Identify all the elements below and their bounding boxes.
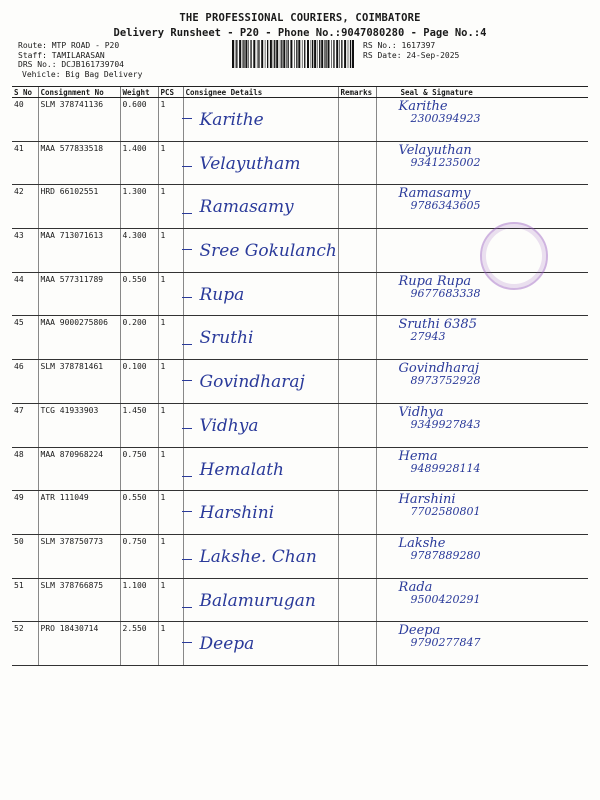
row-sno: 47 [12, 403, 38, 447]
consignee-handwritten-name: Govindharaj [199, 372, 305, 393]
row-sno: 49 [12, 491, 38, 535]
consignee-handwritten-name: Vidhya [199, 415, 259, 436]
row-sno: 44 [12, 272, 38, 316]
signature-handwritten: Hema [398, 448, 438, 464]
row-pcs: 1 [158, 622, 183, 666]
row-weight: 0.750 [120, 447, 158, 491]
pen-dash [182, 297, 192, 298]
consignee-handwritten-name: Rupa [199, 284, 245, 305]
row-weight: 0.750 [120, 534, 158, 578]
row-pcs: 1 [158, 141, 183, 185]
row-pcs: 1 [158, 229, 183, 273]
barcode-image [232, 40, 354, 68]
row-pcs: 1 [158, 272, 183, 316]
row-pcs: 1 [158, 578, 183, 622]
row-signature [376, 403, 588, 447]
signature-phone-number: 2300394923 [410, 112, 481, 125]
row-signature [376, 185, 588, 229]
pen-dash [182, 642, 192, 643]
row-sno: 50 [12, 534, 38, 578]
signature-phone-number: 7702580801 [410, 505, 481, 519]
signature-phone-number: 9786343605 [410, 199, 481, 213]
signature-handwritten: Sruthi 6385 [398, 317, 477, 333]
consignee-handwritten-name: Sree Gokulanch [199, 241, 337, 262]
signature-handwritten: Rada [398, 579, 433, 595]
col-header-weight: Weight [120, 87, 158, 98]
col-header-remarks: Remarks [338, 87, 376, 98]
pen-dash [182, 476, 192, 477]
row-pcs: 1 [158, 447, 183, 491]
row-consignee [183, 98, 338, 142]
row-consignee [183, 360, 338, 404]
row-consignee [183, 534, 338, 578]
pen-dash [182, 607, 192, 608]
rs-number: RS No.: 1617397 [363, 41, 436, 50]
vehicle-line: Vehicle: Big Bag Delivery [22, 69, 143, 79]
signature-handwritten: Lakshe [398, 535, 446, 551]
row-pcs: 1 [158, 491, 183, 535]
staff-line: Staff: TAMILARASAN [18, 50, 105, 60]
consignee-handwritten-name: Ramasamy [199, 197, 294, 218]
row-weight: 0.100 [120, 360, 158, 404]
table-row [12, 360, 588, 404]
table-header-row [12, 87, 588, 98]
pen-dash [182, 380, 192, 381]
row-signature [376, 447, 588, 491]
row-consignee [183, 185, 338, 229]
row-consignment-no: ATR 111049 [38, 491, 120, 535]
rs-date: RS Date: 24-Sep-2025 [363, 50, 460, 60]
row-pcs: 1 [158, 316, 183, 360]
signature-phone-number: 9349927843 [410, 417, 481, 431]
row-consignment-no: MAA 577833518 [38, 141, 120, 185]
pen-dash [182, 118, 192, 119]
table-row [12, 185, 588, 229]
row-weight: 1.300 [120, 185, 158, 229]
table-row [12, 141, 588, 185]
col-header-consignment: Consignment No [38, 87, 120, 98]
row-signature [376, 360, 588, 404]
signature-phone-number: 9489928114 [410, 461, 481, 475]
table-row [12, 98, 588, 142]
signature-phone-number: 9677683338 [410, 286, 481, 300]
table-row [12, 316, 588, 360]
row-pcs: 1 [158, 403, 183, 447]
row-consignment-no: SLM 378766875 [38, 578, 120, 622]
signature-handwritten: Vidhya [398, 404, 444, 420]
row-signature [376, 534, 588, 578]
drs-line: DRS No.: DCJB161739704 [18, 60, 124, 69]
pen-dash [182, 166, 192, 167]
route-line: Route: MTP ROAD - P20 [18, 41, 120, 50]
runsheet-table [12, 86, 588, 666]
table-row [12, 622, 588, 666]
table-row [12, 578, 588, 622]
row-consignee [183, 403, 338, 447]
pen-dash [182, 213, 192, 214]
pen-dash [182, 511, 192, 512]
runsheet-subtitle: Delivery Runsheet - P20 - Phone No.:9047080280 - Page No.:4 [113, 27, 487, 39]
consignee-handwritten-name: Velayutham [199, 153, 301, 174]
row-consignee [183, 447, 338, 491]
seal-stamp [480, 222, 548, 290]
row-signature [376, 622, 588, 666]
row-weight: 0.550 [120, 272, 158, 316]
pen-dash [182, 428, 192, 429]
col-header-sno: S No [12, 87, 38, 98]
pen-dash [182, 344, 192, 345]
row-consignment-no: SLM 378741136 [38, 98, 120, 142]
row-consignment-no: SLM 378750773 [38, 534, 120, 578]
signature-handwritten: Ramasamy [398, 186, 471, 202]
signature-phone-number: 9500420291 [410, 592, 481, 606]
row-consignee [183, 316, 338, 360]
row-consignee [183, 578, 338, 622]
signature-phone-number: 8973752928 [410, 374, 481, 388]
row-pcs: 1 [158, 360, 183, 404]
row-sno: 46 [12, 360, 38, 404]
row-weight: 0.200 [120, 316, 158, 360]
row-signature [376, 578, 588, 622]
row-pcs: 1 [158, 534, 183, 578]
row-sno: 40 [12, 98, 38, 142]
row-consignee [183, 491, 338, 535]
row-weight: 0.550 [120, 491, 158, 535]
row-sno: 48 [12, 447, 38, 491]
signature-phone-number: 9341235002 [410, 155, 481, 169]
table-row [12, 447, 588, 491]
row-consignment-no: PRO 18430714 [38, 622, 120, 666]
row-weight: 1.100 [120, 578, 158, 622]
table-row [12, 491, 588, 535]
row-sno: 51 [12, 578, 38, 622]
row-consignment-no: MAA 577311789 [38, 272, 120, 316]
row-consignee [183, 622, 338, 666]
signature-handwritten: Harshini [398, 492, 456, 508]
consignee-handwritten-name: Sruthi [199, 328, 254, 349]
rs-info-block [363, 41, 459, 60]
signature-phone-number: 27943 [410, 330, 446, 344]
row-consignee [183, 272, 338, 316]
row-sno: 43 [12, 229, 38, 273]
signature-handwritten: Rupa Rupa [398, 273, 472, 289]
consignee-handwritten-name: Harshini [199, 503, 275, 524]
consignee-handwritten-name: Hemalath [199, 459, 284, 480]
route-info-block [18, 41, 142, 79]
consignee-handwritten-name: Balamurugan [199, 590, 316, 611]
row-weight: 1.450 [120, 403, 158, 447]
row-sno: 42 [12, 185, 38, 229]
row-consignment-no: HRD 66102551 [38, 185, 120, 229]
row-consignee [183, 229, 338, 273]
signature-handwritten: Deepa [398, 623, 441, 639]
company-title: THE PROFESSIONAL COURIERS, COIMBATORE [179, 12, 421, 24]
row-signature [376, 98, 588, 142]
row-signature [376, 272, 588, 316]
consignee-handwritten-name: Lakshe. Chan [199, 546, 317, 567]
row-consignment-no: SLM 378781461 [38, 360, 120, 404]
pen-dash [182, 559, 192, 560]
col-header-signature: Seal & Signature [376, 87, 588, 98]
signature-phone-number: 9790277847 [410, 636, 481, 650]
row-sno: 52 [12, 622, 38, 666]
col-header-pcs: PCS [158, 87, 183, 98]
signature-handwritten: Karithe [398, 99, 448, 114]
row-sno: 41 [12, 141, 38, 185]
row-consignment-no: MAA 713071613 [38, 229, 120, 273]
row-consignee [183, 141, 338, 185]
row-sno: 45 [12, 316, 38, 360]
row-consignment-no: TCG 41933903 [38, 403, 120, 447]
row-weight: 1.400 [120, 141, 158, 185]
row-signature [376, 491, 588, 535]
signature-phone-number: 9787889280 [410, 548, 481, 562]
row-pcs: 1 [158, 98, 183, 142]
row-weight: 2.550 [120, 622, 158, 666]
row-signature [376, 316, 588, 360]
consignee-handwritten-name: Deepa [199, 634, 255, 655]
row-consignment-no: MAA 870968224 [38, 447, 120, 491]
consignee-handwritten-name: Karithe [199, 110, 264, 130]
col-header-consignee: Consignee Details [183, 87, 338, 98]
row-weight: 0.600 [120, 98, 158, 142]
row-weight: 4.300 [120, 229, 158, 273]
row-consignment-no: MAA 9000275806 [38, 316, 120, 360]
signature-handwritten: Velayuthan [398, 142, 472, 158]
row-pcs: 1 [158, 185, 183, 229]
pen-dash [182, 249, 192, 250]
table-row [12, 403, 588, 447]
table-row [12, 534, 588, 578]
row-signature [376, 141, 588, 185]
signature-handwritten: Govindharaj [398, 361, 480, 377]
